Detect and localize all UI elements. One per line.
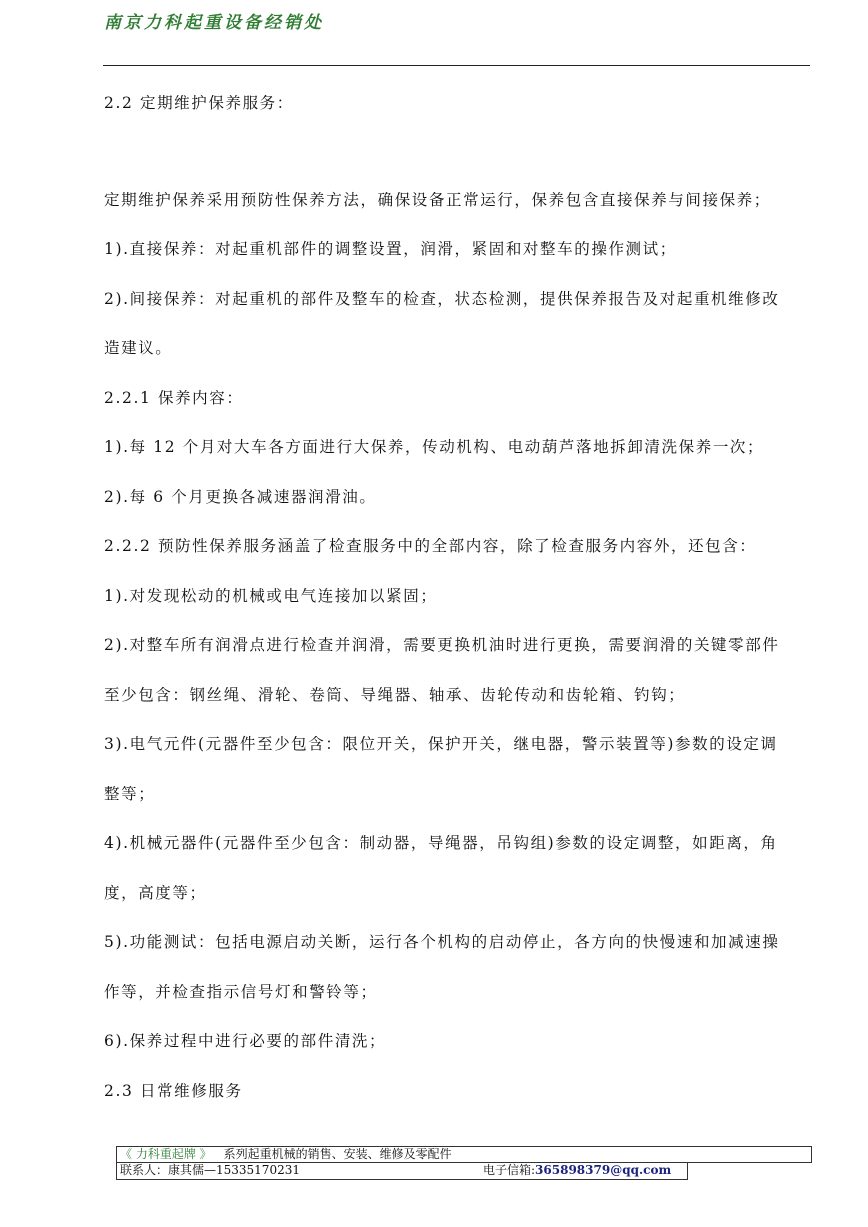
paragraph-line: 整等；	[104, 785, 156, 803]
footer-brand: 《 力科重起牌 》	[120, 1147, 212, 1161]
paragraph-line: 6).保养过程中进行必要的部件清洗；	[104, 1032, 387, 1050]
paragraph-line: 作等，并检查指示信号灯和警铃等；	[104, 983, 378, 1001]
section-heading-2-2-2: 2.2.2 预防性保养服务涵盖了检查服务中的全部内容，除了检查服务内容外，还包含：	[104, 537, 757, 555]
paragraph-line: 2).对整车所有润滑点进行检查并润滑，需要更换机油时进行更换，需要润滑的关键零部件	[104, 636, 780, 654]
footer-brand-row	[116, 1146, 812, 1163]
paragraph-line: 5).功能测试：包括电源启动关断，运行各个机构的启动停止，各方向的快慢速和加减速操	[104, 933, 780, 951]
header-divider	[103, 65, 810, 66]
section-heading-2-2: 2.2 定期维护保养服务：	[104, 94, 294, 112]
footer-contact-row	[116, 1163, 688, 1180]
footer-email-link[interactable]: 365898379@qq.com	[535, 1163, 672, 1177]
paragraph-line: 度，高度等；	[104, 884, 207, 902]
footer-tagline: 系列起重机械的销售、安装、维修及零配件	[223, 1147, 452, 1161]
paragraph-line: 2).每 6 个月更换各减速器润滑油。	[104, 488, 377, 506]
footer-contact: 联系人：康其儒—15335170231	[120, 1163, 300, 1177]
paragraph-line: 2).间接保养：对起重机的部件及整车的检查，状态检测，提供保养报告及对起重机维修改	[104, 290, 780, 308]
section-heading-2-3: 2.3 日常维修服务	[104, 1082, 243, 1100]
paragraph-line: 1).每 12 个月对大车各方面进行大保养，传动机构、电动葫芦落地拆卸清洗保养一次；	[104, 438, 765, 456]
paragraph-line: 4).机械元器件(元器件至少包含：制动器，导绳器，吊钩组)参数的设定调整，如距离，角	[104, 834, 778, 852]
paragraph-line: 造建议。	[104, 339, 173, 357]
paragraph-line: 1).直接保养：对起重机部件的调整设置，润滑，紧固和对整车的操作测试；	[104, 240, 677, 258]
paragraph-line: 定期维护保养采用预防性保养方法，确保设备正常运行，保养包含直接保养与间接保养；	[104, 191, 771, 209]
footer-email-label: 电子信箱:	[483, 1163, 536, 1177]
paragraph-line: 1).对发现松动的机械或电气连接加以紧固；	[104, 587, 438, 605]
paragraph-line: 3).电气元件(元器件至少包含：限位开关，保护开关，继电器，警示装置等)参数的设定调	[104, 735, 778, 753]
paragraph-line: 至少包含：钢丝绳、滑轮、卷筒、导绳器、轴承、齿轮传动和齿轮箱、钓钩；	[104, 686, 686, 704]
section-heading-2-2-1: 2.2.1 保养内容：	[104, 389, 244, 407]
company-logo-text: 南京力科起重设备经销处	[104, 13, 324, 33]
footer-email-group	[483, 1163, 671, 1178]
